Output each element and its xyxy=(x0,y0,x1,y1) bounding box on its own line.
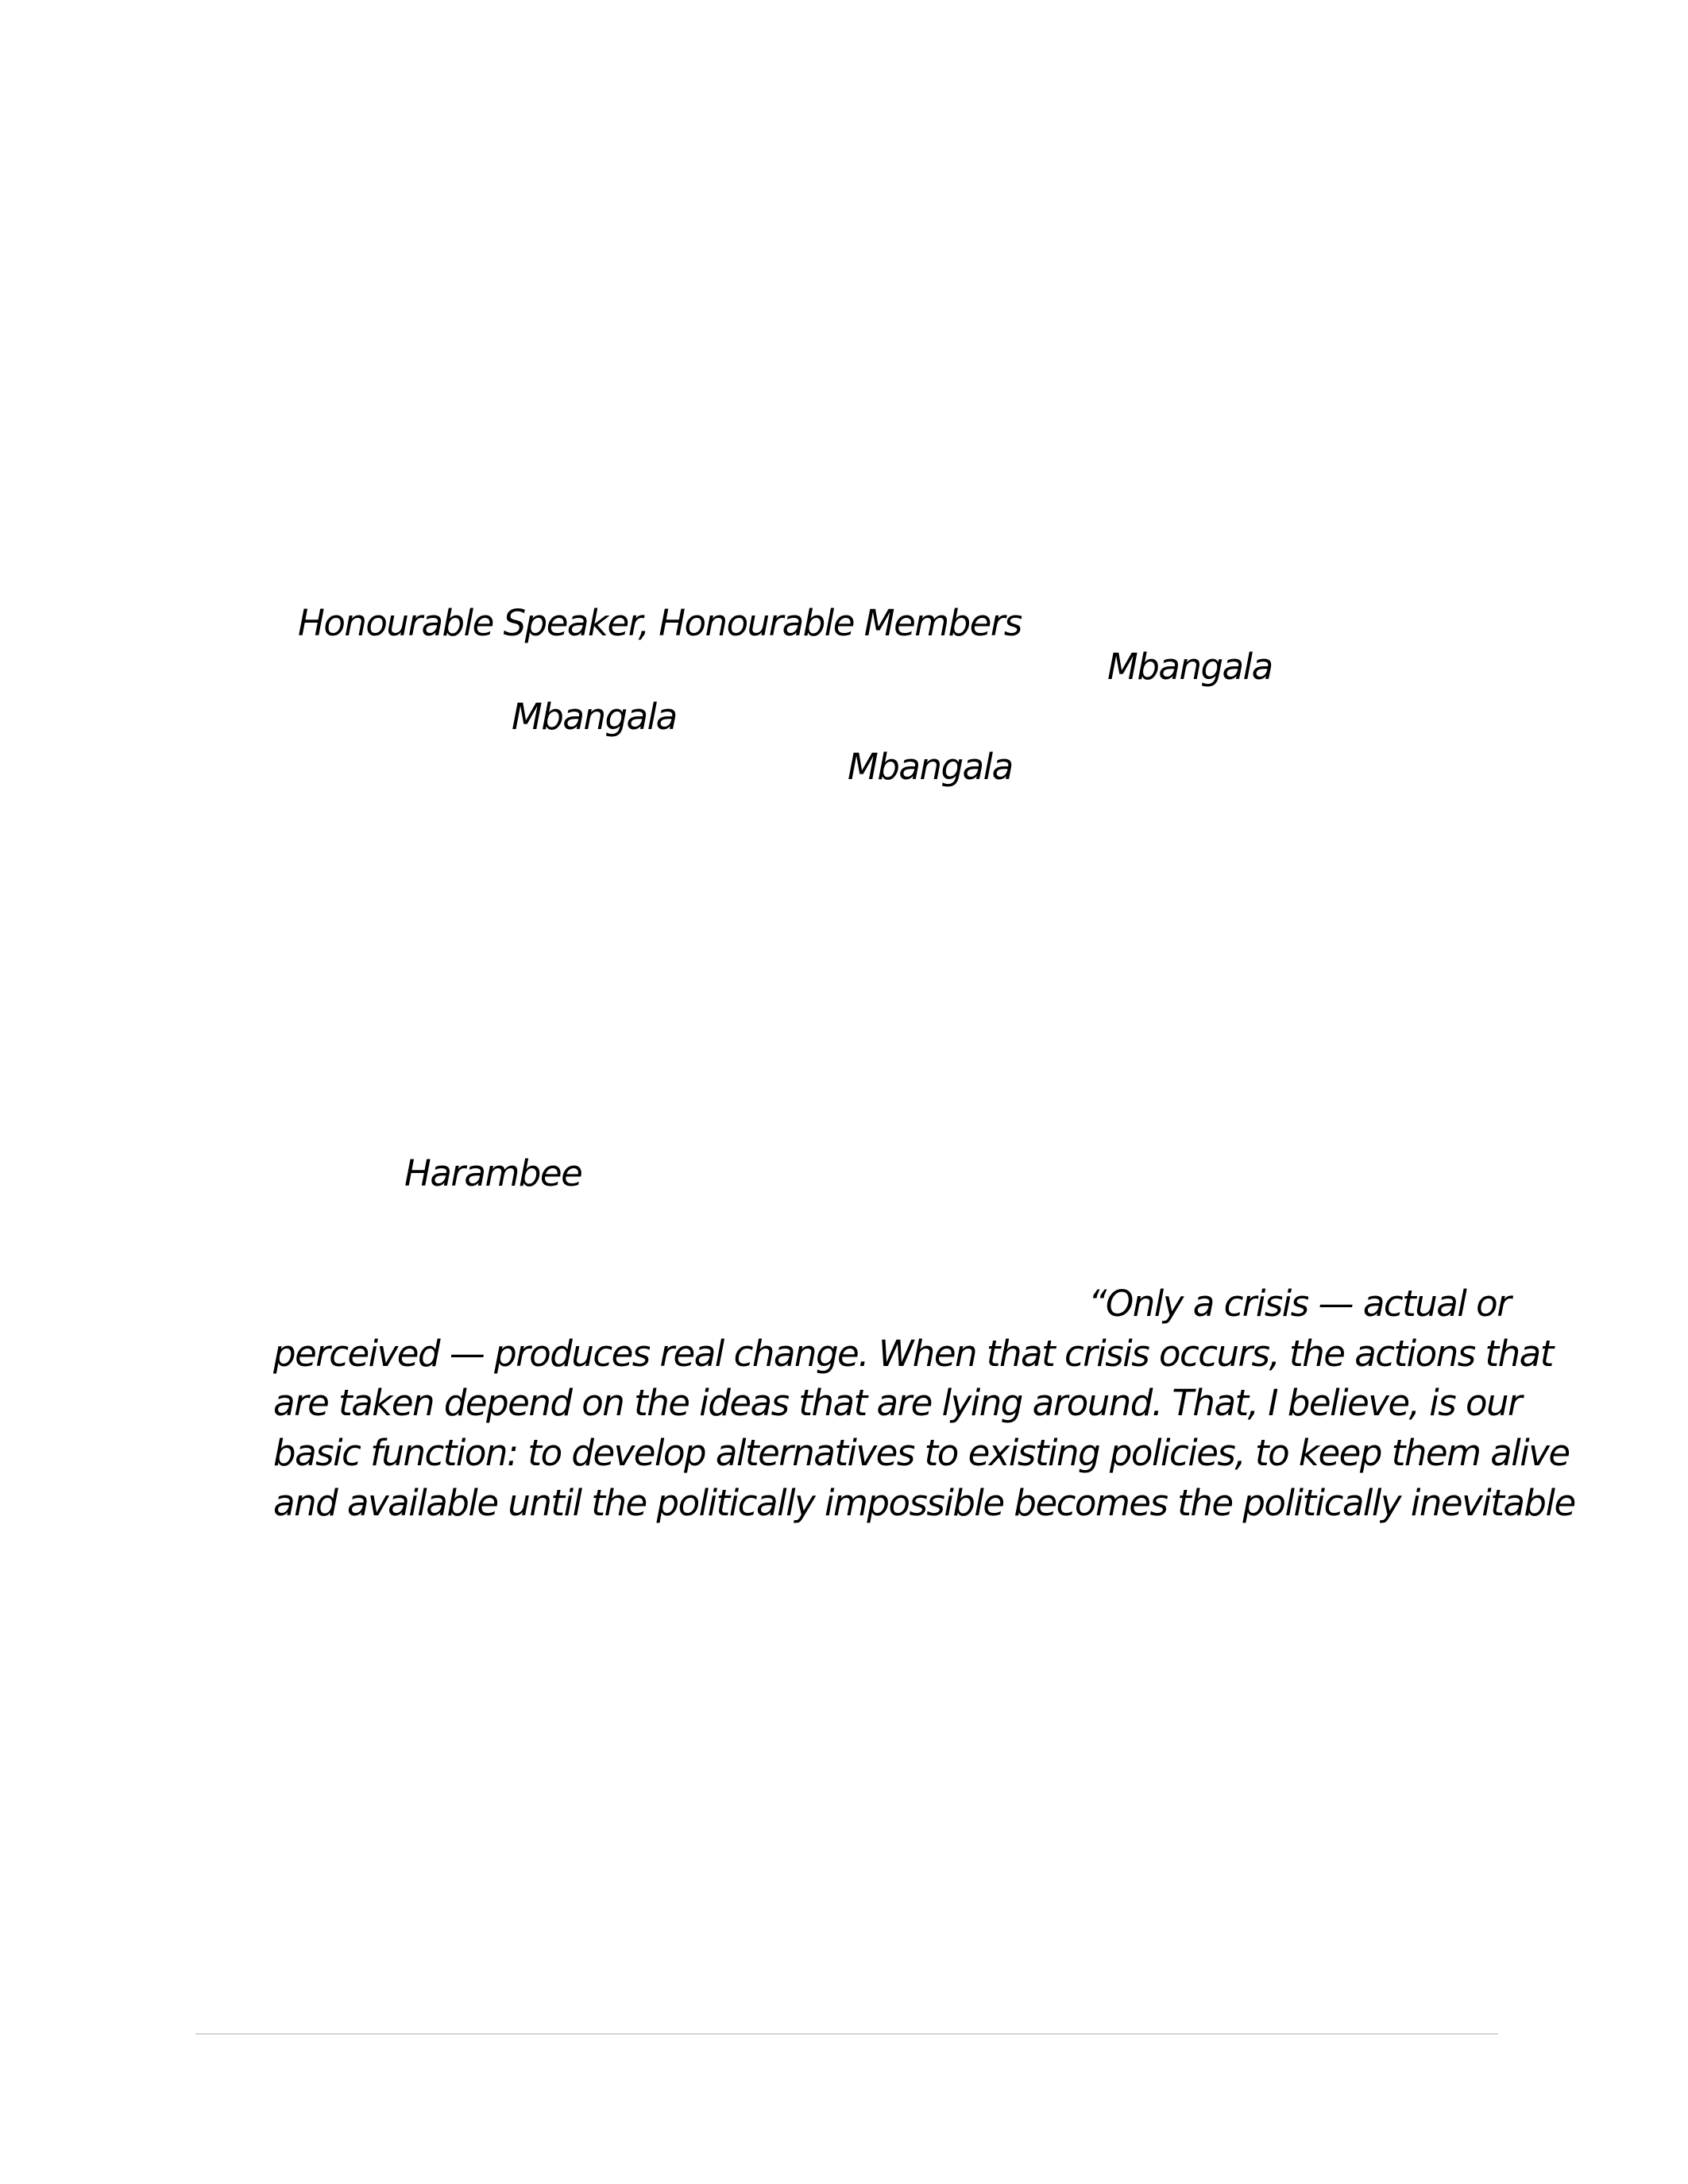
footer-divider xyxy=(195,2033,1498,2035)
mbangala-term: Mbangala xyxy=(512,696,677,738)
quote-line: basic function: to develop alternatives to existing policies, to keep them alive xyxy=(273,1432,1570,1474)
quote-line: perceived — produces real change. When that crisis occurs, the actions that xyxy=(273,1333,1553,1375)
quote-line: are taken depend on the ideas that are lying around. That, I believe, is our xyxy=(273,1382,1522,1424)
salutation-text: Honourable Speaker, Honourable Members xyxy=(298,602,1022,644)
quote-line: and available until the politically impossible becomes the politically inevitable xyxy=(273,1482,1575,1524)
harambee-term: Harambee xyxy=(404,1152,582,1194)
quote-opening: “Only a crisis — actual or xyxy=(1088,1283,1511,1325)
mbangala-term: Mbangala xyxy=(1107,646,1273,688)
mbangala-term: Mbangala xyxy=(848,746,1013,788)
